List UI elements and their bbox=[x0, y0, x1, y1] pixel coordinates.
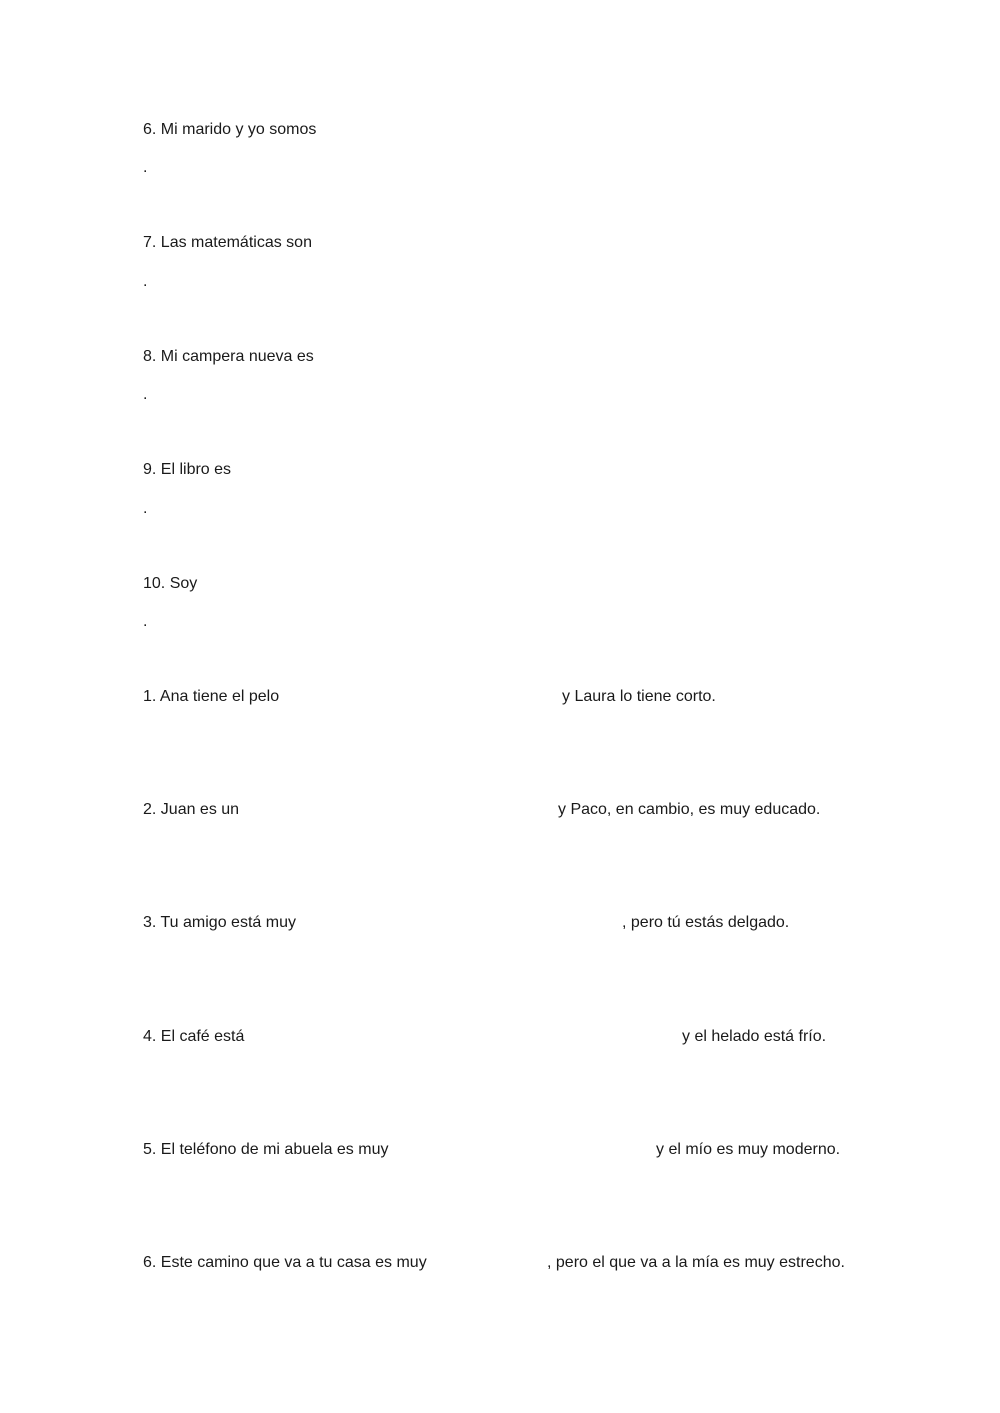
answer-end-7a: . bbox=[143, 273, 148, 290]
prompt-7a: 7. Las matemáticas son bbox=[143, 234, 312, 251]
blank-2b[interactable] bbox=[250, 798, 545, 822]
sentence-5b-start: 5. El teléfono de mi abuela es muy bbox=[143, 1141, 389, 1158]
prompt-8a: 8. Mi campera nueva es bbox=[143, 348, 314, 365]
prompt-10a: 10. Soy bbox=[143, 575, 198, 592]
sentence-6b-end: , pero el que va a la mía es muy estrecho. bbox=[547, 1254, 845, 1271]
sentence-3b-start: 3. Tu amigo está muy bbox=[143, 914, 296, 931]
answer-end-10a: . bbox=[143, 613, 148, 630]
prompt-9a: 9. El libro es bbox=[143, 461, 232, 478]
prompt-6a: 6. Mi marido y yo somos bbox=[143, 121, 317, 138]
answer-end-6a: . bbox=[143, 159, 148, 176]
blank-4b[interactable] bbox=[258, 1025, 668, 1049]
sentence-5b-end: y el mío es muy moderno. bbox=[656, 1141, 841, 1158]
sentence-6b-start: 6. Este camino que va a tu casa es muy bbox=[143, 1254, 427, 1271]
answer-end-9a: . bbox=[143, 500, 148, 517]
blank-3b[interactable] bbox=[315, 911, 610, 935]
sentence-4b-start: 4. El café está bbox=[143, 1028, 245, 1045]
blank-1b[interactable] bbox=[300, 685, 550, 709]
sentence-2b-start: 2. Juan es un bbox=[143, 801, 240, 818]
answer-end-8a: . bbox=[143, 386, 148, 403]
blank-5b[interactable] bbox=[412, 1138, 642, 1162]
sentence-4b-end: y el helado está frío. bbox=[682, 1028, 827, 1045]
sentence-2b-end: y Paco, en cambio, es muy educado. bbox=[558, 801, 821, 818]
blank-6b[interactable] bbox=[445, 1251, 540, 1275]
sentence-3b-end: , pero tú estás delgado. bbox=[622, 914, 790, 931]
sentence-1b-end: y Laura lo tiene corto. bbox=[562, 688, 716, 705]
sentence-1b-start: 1. Ana tiene el pelo bbox=[143, 688, 280, 705]
